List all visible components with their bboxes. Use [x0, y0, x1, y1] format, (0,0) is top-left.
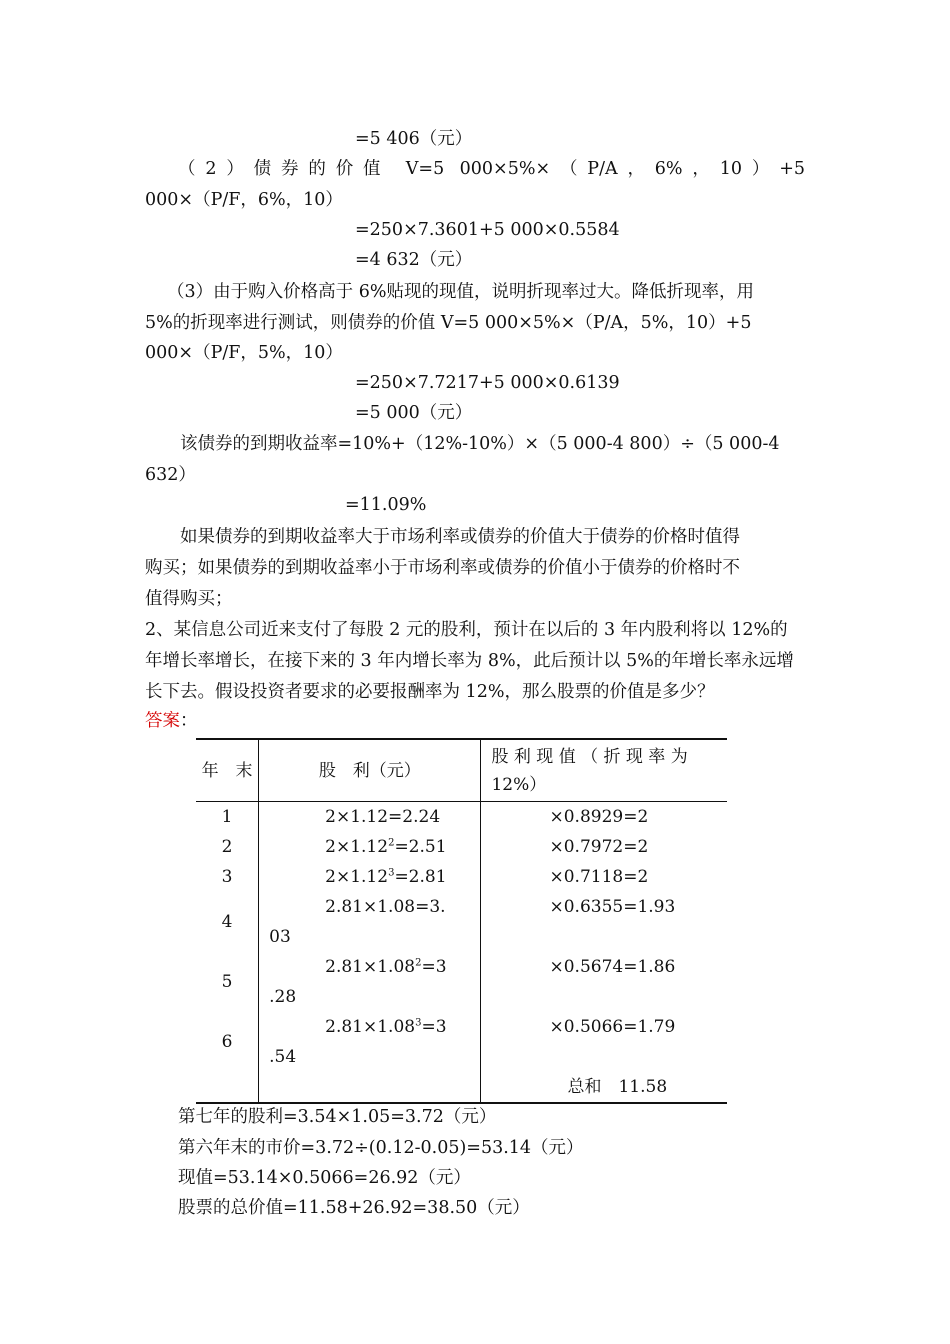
table-total-row [196, 1072, 727, 1103]
total-dividend-cell [259, 1072, 481, 1103]
header-pv-line2: 12%） [491, 774, 547, 795]
paragraph-line: 如果债券的到期收益率大于市场利率或债券的价值大于债券的价格时值得 [180, 527, 740, 547]
row-pv: ×0.5674=1.86 [549, 957, 676, 977]
table-row [196, 892, 727, 952]
question-line: 长下去。假设投资者要求的必要报酬率为 12%，那么股票的价值是多少？ [145, 682, 715, 702]
row-year: 2 [196, 832, 259, 862]
formula-line: =250×7.3601+5 000×0.5584 [355, 220, 620, 240]
paragraph-line: 购买；如果债券的到期收益率小于市场利率或债券的价值小于债券的价格时不 [145, 558, 740, 578]
result-line: =5 406（元） [355, 129, 473, 149]
footer-line: 第七年的股利=3.54×1.05=3.72（元） [178, 1107, 497, 1127]
result-line: =4 632（元） [355, 250, 473, 270]
formula-line: 000×（P/F，6%，10） [145, 190, 343, 210]
row-year: 6 [196, 1012, 259, 1072]
table-row [196, 802, 727, 833]
row-dividend-base: 2.81×1.08 [325, 957, 416, 977]
yield-formula-line: 632） [145, 465, 196, 485]
row-dividend [259, 952, 481, 1012]
row-pv: ×0.7118=2 [549, 867, 649, 887]
row-dividend [259, 862, 481, 892]
table-header-row [196, 739, 727, 802]
answer-colon: ： [180, 711, 198, 731]
total-value: 总和 11.58 [481, 1072, 727, 1103]
answer-label [145, 709, 198, 733]
row-dividend-line2: 03 [269, 927, 291, 947]
row-dividend [259, 832, 481, 862]
row-dividend-base: 2×1.12 [325, 837, 389, 857]
row-year: 1 [196, 802, 259, 833]
header-year: 年 末 [196, 739, 259, 802]
table-row [196, 832, 727, 862]
row-year: 5 [196, 952, 259, 1012]
question-line: 2、某信息公司近来支付了每股 2 元的股利，预计在以后的 3 年内股利将以 12%的 [145, 620, 788, 640]
formula-line: 000×（P/F，5%，10） [145, 343, 343, 363]
row-dividend: 2×1.12=2.24 [259, 802, 481, 833]
row-dividend-result: =3 [421, 957, 447, 977]
row-dividend-base: 2.81×1.08 [325, 1017, 416, 1037]
footer-line: 现值=53.14×0.5066=26.92（元） [178, 1168, 471, 1188]
row-dividend-result: =2.51 [394, 837, 447, 857]
table-row [196, 1012, 727, 1072]
row-dividend-base: 2×1.12 [325, 867, 389, 887]
row-dividend-line1 [259, 952, 480, 982]
result-line: =5 000（元） [355, 403, 473, 423]
row-dividend-result: =2.81 [394, 867, 447, 887]
row-dividend-line2: .28 [269, 987, 297, 1007]
row-dividend [259, 1012, 481, 1072]
paragraph-line: 值得购买； [145, 589, 233, 609]
row-dividend-line2: .54 [269, 1047, 297, 1067]
row-dividend [259, 892, 481, 952]
header-pv-line1: 股 利 现 值 （ 折 现 率 为 [491, 746, 688, 767]
table-row [196, 862, 727, 892]
dividend-table [196, 738, 727, 1104]
answer-word: 答案 [145, 711, 180, 731]
footer-line: 股票的总价值=11.58+26.92=38.50（元） [178, 1198, 530, 1218]
row-dividend-exp: 2 [388, 837, 395, 849]
row-year: 3 [196, 862, 259, 892]
row-pv: ×0.7972=2 [549, 837, 649, 857]
row-dividend-result: =3 [421, 1017, 447, 1037]
header-dividend: 股 利（元） [259, 739, 481, 802]
row-dividend-exp: 3 [415, 1017, 422, 1029]
row-dividend-exp: 2 [415, 957, 422, 969]
total-year-cell [196, 1072, 259, 1103]
row-year: 4 [196, 892, 259, 952]
bond-value-line: （2）债券的价值 V=5 000×5%×（P/A，6%，10）+5 [178, 159, 805, 179]
paragraph-line: （3）由于购入价格高于 6%贴现的现值，说明折现率过大。降低折现率，用 [167, 282, 754, 302]
yield-formula-line: 该债券的到期收益率=10%+（12%-10%）×（5 000-4 800）÷（5 000-4 [180, 434, 780, 454]
row-dividend-line1 [259, 1012, 480, 1042]
row-pv: ×0.5066=1.79 [549, 1017, 676, 1037]
row-dividend-line1: 2.81×1.08=3. [325, 897, 446, 917]
footer-line: 第六年末的市价=3.72÷(0.12-0.05)=53.14（元） [178, 1138, 584, 1158]
table-row [196, 952, 727, 1012]
paragraph-line: 5%的折现率进行测试，则债券的价值 V=5 000×5%×（P/A，5%，10）+5 [145, 313, 752, 333]
row-dividend-exp: 3 [388, 867, 395, 879]
row-pv: ×0.6355=1.93 [549, 897, 676, 917]
row-pv: ×0.8929=2 [549, 807, 649, 827]
header-present-value [481, 739, 727, 802]
formula-line: =250×7.7217+5 000×0.6139 [355, 373, 620, 393]
question-line: 年增长率增长，在接下来的 3 年内增长率为 8%，此后预计以 5%的年增长率永远增 [145, 651, 794, 671]
result-line: =11.09% [345, 495, 427, 515]
